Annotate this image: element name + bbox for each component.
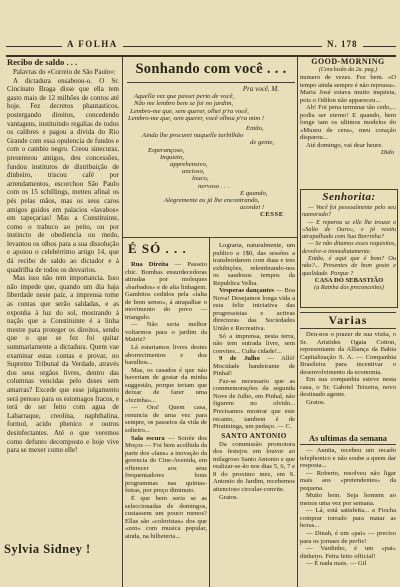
paragraph-lead: 9 de Julho	[219, 355, 260, 363]
varias-body	[300, 331, 396, 406]
paragraph-lead: Vesperas dançantes	[219, 287, 275, 295]
eso-paragraph: Gratos.	[219, 493, 239, 501]
column-rule-left	[122, 57, 123, 587]
shop-slogan: (a Rainha dos preconceitos)	[314, 284, 384, 292]
article-intro: Palavras do «Correio de São Paulo»:	[13, 68, 116, 76]
eso-paragraph: É que bem seria se as seleccionadas de domingos, custassem um pouco menos? Ellas são «coloristas» dos que «zen» com musica popular, ainda, na bilheteria...	[125, 494, 207, 540]
good-morning-paragraph: Até domingo, vai dear heure.	[306, 141, 383, 149]
senhorita-line: — Você foi pessoalmente pelo seu namorado?	[302, 204, 396, 219]
article-body	[7, 68, 119, 455]
ultimas-item: — É nada mais. — Gil	[306, 560, 367, 568]
article-title: Recibo de saldo . . .	[7, 57, 78, 67]
eso-paragraph: Lá estariamos livres destes aborrecimentos e dos barulhos...	[125, 344, 207, 367]
paragraph-text: — Passeio chic. Bombas ensurdecedoras atiradas por moleques «barbados» e de alta linhagem. Gambitos cedidos pela «falta de bom senso», á atrapalhar o movimento do povo — triangulo.	[125, 261, 207, 321]
poem-line: Aquella vez que passei perto de você,	[134, 93, 235, 101]
eso-paragraph: Mas, os casados é que não haveriam de gostar da minha suggestão, porque teriam que deixar de fazer uma «fezinha»...	[125, 366, 207, 404]
poem-line: ancioso,	[182, 168, 205, 176]
paragraph-lead: Rua Direita	[131, 261, 169, 268]
poem-signature: CESSE	[260, 211, 284, 219]
poem-line: E quando,	[240, 189, 268, 197]
poem-line: Ainda lhe procurei naquelle turbilhão	[142, 132, 244, 140]
varias-section	[300, 312, 396, 431]
eso-paragraph	[213, 287, 295, 332]
issue-number: N. 178	[322, 39, 363, 49]
section-rule-middle	[123, 237, 297, 238]
poem-line: Então,	[246, 125, 264, 133]
poem-line: nervoso . . .	[198, 182, 230, 190]
eso-section-title: É SÓ . . .	[128, 241, 187, 256]
paragraph-text: — Alló! Mocidade bandeirante de Pinhal!	[213, 355, 295, 378]
eso-paragraph	[125, 435, 207, 495]
poem-line: Esperançoso,	[148, 146, 185, 154]
poem-title: Sonhando com você . . .	[127, 58, 295, 83]
ultimas-item: — Vardinho, é um «pai» dinheiro. Feira feito official!	[300, 545, 396, 560]
ultimas-item: — Dinah, é um «pai» — preciso para os jornaes de perfis!	[300, 530, 396, 545]
ultimas-body	[300, 447, 396, 568]
good-morning-title: GOOD-MORNING	[311, 57, 385, 66]
eso-column-2	[213, 242, 295, 587]
eso-paragraph: — Não seria melhor voltarmos para o jardim da Matriz?	[125, 321, 207, 344]
poem-dedication: Pra você, M.	[242, 86, 279, 93]
paragraph-text: — Boa Nova! Desejamos longa vida a esta feliz iniciativa das progressistas e activas directoras das Sociedades União e Recreativa.	[213, 287, 295, 333]
good-morning-paragraph: numero de vezes. Fez bem. «O tempo ainda sempre é não repousa». Maria José estava muito inquieta, pois o Odilon não appareceu...	[300, 74, 396, 104]
senhorita-line: Então, é aqui que é bom? Ou não?... Presentes de bom gosto e qualidade. Porque ?	[302, 255, 396, 277]
eso-paragraph: — Ora! Quem casa, renuncia de uma vez para sempre, os passeios da vida de solteiro...	[125, 404, 207, 435]
poem-line: Inquieto,	[160, 153, 184, 161]
poem-line: de gente,	[250, 139, 275, 147]
eso-column-1	[125, 261, 207, 587]
good-morning-body	[300, 74, 396, 149]
column-rule-right	[297, 57, 298, 587]
newspaper-name: A FOLHA	[62, 39, 123, 49]
senhorita-body	[302, 204, 396, 292]
poem-body	[128, 86, 295, 235]
eso-paragraph: Da commissão promotora dos festejos em louvor ao milagroso Santo Antonio e que realizar-se-ão nos dias 5, 6, 7 e 8 do proximo mez, em S. Antonio do Jardim, recebemos attencioso circular-convite.	[213, 440, 295, 493]
good-morning-subtitle: (Conclusão da 2a. pag.)	[318, 67, 378, 73]
ultimas-item: — Annita, recebeu um recado telephonico e não soube a quem dar resposta...	[300, 447, 396, 470]
senhorita-title: Senhorita:	[322, 191, 376, 203]
poem-line: apprehensivo,	[170, 161, 208, 169]
santo-antonio-heading: SANTO ANTONIO	[221, 431, 287, 440]
ultimas-item: — Lá, está satisfeita... a Fiocha comprar torrado para matar as horas...	[300, 507, 396, 530]
eso-paragraph: Faz-se necessario que as commemorações da segunda Nove de Julho, em Pinhal, não figurem no olvido... Precisamos mostrar que este recanto, tambem é de Piratininga, um pedaço. — C.	[213, 377, 295, 431]
poem-line: acordei !	[240, 204, 265, 212]
eso-paragraph	[125, 261, 207, 321]
varias-paragraph: Deu-nos o prazer de sua visita, o Sr. Aristides Ogata Cotton, representante da Alliança da Bahia Capitalização S. A. — Companhia Brasileira para incentivar o desenvolvimento da economia.	[300, 331, 396, 376]
ultimas-item: — Roberto, resolveu não ligar mais aos «pretendentes» da pequena.	[300, 469, 396, 492]
varias-paragraph: Gratos.	[306, 398, 326, 406]
eso-paragraph: Lograria, naturalmente, um publico a 1$0, das sessões a transbordarem com duas e tres exhibições, relembrando-nos os saudosos tempos da Republica Velha.	[213, 242, 295, 287]
poem-line: louco,	[192, 175, 209, 183]
poem-line: Lembro-me que, sem querer, você olhou p'ra mim !	[128, 114, 265, 122]
senhorita-line: — Se não ditamos esses requisitos, devolve-o immediatamente.	[302, 240, 396, 255]
article-paragraph: A dictadura ensaboou-o. O Sr. Cincinato Braga disse que ella tem gasto mais de 12 milhões de contos até hoje. Fez decretos phantasticos, postergando direitos, concedendo vantagens, instituindo regalias de todos os calibres e pagou a divida do Rio Grande com essa opulencia de fundos e com o cambio negro. Creou sinecuras, presenteou amigos, deu concessões, fundou institutos de distribuição de dinheiro, triscou café por arrendamentos, escorchou São Paulo com os 15 schillings, metteu afinal os pés pelas mãos, mas os seus caros amigos guidos em palacios «lavabos» em tapeçarias! Mas a Constituinte, como o trabuco ao peito, ou por instincto de obediencia ou medo, levantou os olhos para a sua dissolução e apoiou o celebérrimo artigo 14, que dá recibo de saldo ao dictador e á quadrilha de todos os desvarios.	[7, 76, 119, 274]
good-morning-section	[300, 57, 396, 188]
varias-paragraph: Em sua companhia esteve nesta casa, o Sr. Gabriel Teixeira, novo destinado agente.	[300, 376, 396, 399]
senhorita-advertisement	[300, 189, 398, 308]
poem-line: Não me lembro bem se foi no jardim,	[134, 100, 234, 108]
poem-line: Lembro-me que, sem querer, olhei p'ra você,	[130, 107, 249, 115]
paragraph-text: — Soirée dos Moços — Foi bem acolhida da parte dos «fans» a inovação da gerencia do Cine-Avenida, em offerecer aos seus frequentadores bons programmas nas quintas-feiras, por preço diminuto.	[125, 434, 207, 495]
column-rule-eso	[209, 238, 210, 587]
shop-name: CASA DO SEBASTIÃO	[314, 276, 384, 284]
ultimas-da-semana-section	[300, 433, 396, 587]
ultimas-title: As ultimas da semana	[300, 433, 396, 445]
eso-paragraph	[213, 355, 295, 378]
senhorita-line: — E reparou se elle lhe trouxe o «Salto de Ouro», e já vestiu atrapalhado com Sua Borrinha?	[302, 218, 396, 241]
paragraph-lead: Sala escura	[131, 434, 165, 442]
poem-line: Alegremente eu já lhe encontrando,	[164, 197, 260, 205]
masthead	[6, 38, 396, 54]
article-recibo-de-saldo	[7, 57, 119, 539]
ultimas-item: Muito bem. Seja homem ao menos uma vez por semana.	[300, 492, 396, 507]
article-paragraph: Mas isso não tem importancia. Isso não impede que, quando um dia haja liberdade neste paiz, a imprensa tome as contas que serão saldadas, e as exponha á luz do sol, mostrando á nação que a Constituinte é a linha mestre para proteger os direitos, sendo que o que se fez foi quitar summariamente a dictadura. Quem vae examinar estas contas e provar, no Supremo Tribunal da Verdade, através dos seus orgãos livres, dentro das columnas vencidas pelo deses sem amarras? Excede que esse julgamento será penoso para os estomagos fracos, e terá de ser feito com agua de Labarraque, creolina, naphthalina, formol, acido phenico e outros desinfectantes. Até o que veremos como defunto decomposto e hoje vive para se mexer como elle!	[7, 274, 119, 455]
eso-paragraph: Só a imprensa, nesta terra, não tem entrada livre, sem convites... Culta cidade!...	[213, 332, 295, 355]
varias-title: Varias	[300, 312, 396, 329]
good-morning-signature: Dido	[380, 149, 394, 157]
sylvia-sidney-heading: Sylvia Sidney !	[4, 542, 91, 556]
good-morning-paragraph: Ah! Foi pena terminar tão cedo,... podia ser eterno! E quando, bem longe iam os ultimos modelos do «Museu de cera», meu coração disparou...	[300, 104, 396, 142]
